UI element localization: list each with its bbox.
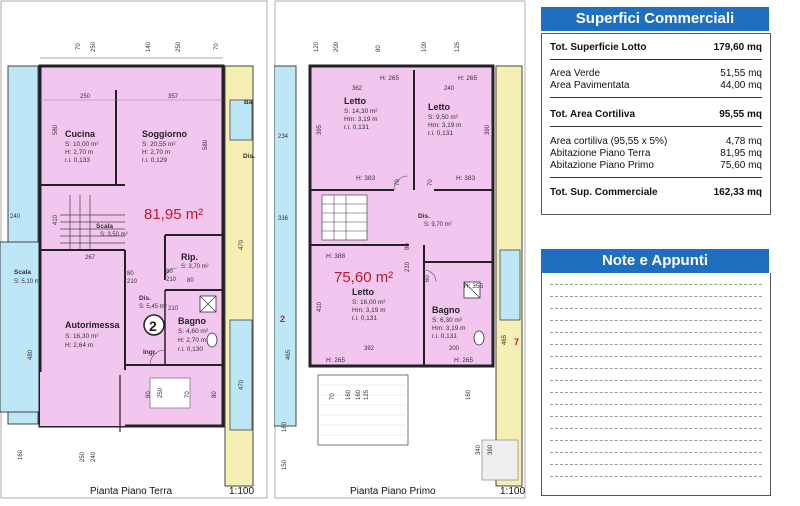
- first-h265-a: H: 265: [380, 75, 400, 82]
- row-value: 179,60 mq: [713, 42, 762, 53]
- first-letto1-hm: Hm: 3,19 m: [344, 116, 378, 123]
- first-h388: H: 388: [326, 253, 346, 260]
- row-label: Area Pavimentata: [550, 80, 630, 91]
- note-line: [550, 404, 762, 405]
- first-dim-395: 395: [317, 124, 323, 135]
- dim-267: 267: [85, 255, 96, 261]
- first-dim-240: 240: [444, 86, 455, 92]
- first-dim-340: 340: [476, 444, 482, 455]
- note-line: [550, 428, 762, 429]
- room-soggiorno-name: Soggiorno: [142, 129, 187, 139]
- first-dim-150: 150: [282, 459, 288, 470]
- dim-240b: 240: [91, 451, 97, 462]
- room-soggiorno-height: H: 2,70 m: [142, 149, 171, 156]
- first-dim-60: 60: [425, 275, 431, 282]
- first-letto1-name: Letto: [344, 96, 366, 106]
- first-dim-390: 390: [485, 124, 491, 135]
- row-value: 4,78 mq: [725, 136, 762, 147]
- room-scala-name: Scala: [96, 223, 113, 230]
- first-letto2-area: S: 9,50 m²: [428, 114, 458, 121]
- room-cucina-name: Cucina: [65, 129, 96, 139]
- row-label: Tot. Superficie Lotto: [550, 42, 647, 53]
- dim-470: 470: [239, 239, 245, 250]
- dim-160: 160: [18, 449, 24, 460]
- dim-240: 240: [10, 214, 21, 220]
- dim-80b: 80: [166, 269, 173, 275]
- first-dim-125: 125: [364, 389, 370, 400]
- room-cucina-area: S: 10,00 m²: [65, 141, 99, 148]
- note-line: [550, 416, 762, 417]
- row-label: Area Verde: [550, 68, 601, 79]
- dim-80: 80: [212, 391, 218, 398]
- room-autorimessa-height: H: 2,64 m: [65, 342, 94, 349]
- room-soggiorno-area: S: 20,55 m²: [142, 141, 176, 148]
- note-line: [550, 368, 762, 369]
- first-h265-d: H: 265: [454, 357, 474, 364]
- dim-90: 90: [146, 391, 152, 398]
- dim-250: 250: [158, 387, 164, 398]
- first-dim-70a: 70: [395, 179, 401, 186]
- first-dim-210: 210: [405, 261, 411, 272]
- note-line: [550, 332, 762, 333]
- first-h355: H: 355: [464, 283, 484, 290]
- row-value: 44,00 mq: [720, 80, 762, 91]
- unit-marker: 2: [149, 318, 157, 334]
- row-label: Area cortiliva (95,55 x 5%): [550, 136, 668, 147]
- room-ingr-name: Ingr.: [143, 349, 157, 356]
- commercial-table: [541, 33, 771, 215]
- first-dim-160d: 160: [466, 389, 472, 400]
- dim-70: 70: [185, 391, 191, 398]
- first-floor-plan: [274, 0, 526, 500]
- room-bagno-ri: r.i. 0,130: [178, 346, 203, 353]
- dim-480: 480: [28, 349, 34, 360]
- first-dim-410: 410: [317, 301, 323, 312]
- ground-inner-dim-1: 250: [80, 94, 91, 100]
- side-dis-name: Dis.: [243, 153, 255, 160]
- dim-210b: 210: [166, 277, 177, 283]
- first-dis-name: Dis.: [418, 213, 430, 220]
- first-side-2: 2: [280, 314, 286, 324]
- first-floor-caption: Pianta Piano Primo: [350, 486, 436, 497]
- first-dim-465: 465: [286, 349, 292, 360]
- dim-80c: 80: [187, 278, 194, 284]
- first-top-dim-5: 125: [455, 41, 461, 52]
- first-side-7: 7: [514, 337, 520, 347]
- room-scala-area: S: 3,50 m²: [100, 232, 128, 238]
- first-top-dim-4: 100: [422, 41, 428, 52]
- first-dim-465b: 465: [502, 334, 508, 345]
- first-dim-390b: 390: [488, 444, 494, 455]
- first-dim-392: 392: [364, 346, 375, 352]
- first-dim-160b: 160: [346, 389, 352, 400]
- note-line: [550, 284, 762, 285]
- side-scala-area: S: 5,10 m²: [14, 279, 42, 285]
- dim-410: 410: [53, 214, 59, 225]
- commercial-title: Superfici Commerciali: [541, 7, 769, 31]
- row-area-cortiliva-pct: [550, 136, 762, 148]
- row-value: 81,95 mq: [720, 148, 762, 159]
- ground-top-dim-5: 70: [214, 43, 220, 50]
- first-bagno-ri: r.i. 0,131: [432, 333, 457, 340]
- first-letto3-hm: Hm: 3,19 m: [352, 307, 386, 314]
- row-tot-area-cortiliva: [550, 109, 762, 121]
- ground-total-area: 81,95 m²: [144, 206, 204, 223]
- separator: [550, 177, 762, 178]
- notes-area[interactable]: [541, 273, 771, 496]
- dim-210c: 210: [168, 306, 179, 312]
- room-rip-name: Rip.: [181, 252, 198, 262]
- first-letto2-hm: Hm: 3,19 m: [428, 122, 462, 129]
- first-letto1-ri: r.i. 0,131: [344, 124, 369, 131]
- note-line: [550, 440, 762, 441]
- first-letto3-name: Letto: [352, 287, 374, 297]
- room-dis-name: Dis.: [139, 295, 151, 302]
- ground-top-dim-2: 250: [91, 41, 97, 52]
- dim-210a: 210: [127, 279, 138, 285]
- note-line: [550, 476, 762, 477]
- room-bagno-area: S: 4,60 m²: [178, 328, 208, 335]
- side-ba-name: Ba: [244, 99, 253, 106]
- first-dim-70b: 70: [428, 179, 434, 186]
- row-label: Tot. Sup. Commerciale: [550, 187, 658, 198]
- note-line: [550, 320, 762, 321]
- separator: [550, 126, 762, 127]
- first-dim-336: 336: [278, 216, 289, 222]
- first-top-dim-1: 120: [314, 41, 320, 52]
- first-h265-c: H: 265: [326, 357, 346, 364]
- first-letto3-area: S: 16,00 m²: [352, 299, 386, 306]
- first-h383-a: H: 383: [356, 175, 376, 182]
- room-autorimessa-area: S: 16,30 m²: [65, 333, 99, 340]
- first-letto1-area: S: 14,30 m²: [344, 108, 378, 115]
- first-h265-b: H: 265: [458, 75, 478, 82]
- row-value: 75,60 mq: [720, 160, 762, 171]
- dim-580b: 580: [53, 124, 59, 135]
- ground-top-dim-4: 250: [176, 41, 182, 52]
- row-area-verde: [550, 68, 762, 80]
- row-tot-superficie-lotto: [550, 42, 762, 54]
- first-dim-362: 362: [352, 86, 363, 92]
- separator: [550, 59, 762, 60]
- dim-80a: 80: [127, 271, 134, 277]
- first-dis-area: S: 9,70 m²: [424, 222, 452, 228]
- first-dim-160: 160: [282, 421, 288, 432]
- ground-floor-drawing: [0, 0, 268, 500]
- first-dim-80: 80: [405, 243, 411, 250]
- first-floor-drawing: [274, 0, 526, 500]
- first-dim-70c: 70: [330, 393, 336, 400]
- row-abitazione-piano-terra: [550, 148, 762, 160]
- room-bagno-name: Bagno: [178, 316, 206, 326]
- note-line: [550, 464, 762, 465]
- ground-floor-scale: 1:100: [229, 486, 255, 497]
- first-bagno-hm: Hm: 3,19 m: [432, 325, 466, 332]
- dim-580: 580: [203, 139, 209, 150]
- first-h383-b: H: 383: [456, 175, 476, 182]
- first-dim-234: 234: [278, 134, 289, 140]
- row-label: Abitazione Piano Terra: [550, 148, 651, 159]
- first-dim-160c: 160: [356, 389, 362, 400]
- room-cucina-ri: r.i. 0,133: [65, 157, 90, 164]
- room-autorimessa-name: Autorimessa: [65, 320, 120, 330]
- ground-floor-caption: Pianta Piano Terra: [90, 486, 173, 497]
- ground-top-dim-3: 140: [146, 41, 152, 52]
- note-line: [550, 344, 762, 345]
- first-floor-scale: 1:100: [500, 486, 526, 497]
- dim-470b: 470: [239, 379, 245, 390]
- row-area-pavimentata: [550, 80, 762, 92]
- ground-inner-dim-2: 357: [168, 94, 179, 100]
- first-letto2-name: Letto: [428, 102, 450, 112]
- note-line: [550, 380, 762, 381]
- note-line: [550, 452, 762, 453]
- row-value: 162,33 mq: [713, 187, 762, 198]
- side-scala-name: Scala: [14, 269, 31, 276]
- first-bagno-name: Bagno: [432, 305, 460, 315]
- room-soggiorno-ri: r.i. 0,129: [142, 157, 167, 164]
- dim-250b: 250: [80, 451, 86, 462]
- note-line: [550, 356, 762, 357]
- row-tot-sup-commerciale: [550, 187, 762, 199]
- separator: [550, 97, 762, 98]
- notes-title: Note e Appunti: [541, 249, 769, 273]
- note-line: [550, 296, 762, 297]
- ground-floor-plan: [0, 0, 268, 500]
- first-letto2-ri: r.i. 0,131: [428, 130, 453, 137]
- room-dis-area: S: 5,45 m²: [139, 304, 167, 310]
- room-cucina-height: H: 2,70 m: [65, 149, 94, 156]
- room-bagno-height: H: 2,70 m: [178, 337, 207, 344]
- row-abitazione-piano-primo: [550, 160, 762, 172]
- row-label: Tot. Area Cortiliva: [550, 109, 636, 120]
- first-letto3-ri: r.i. 0,131: [352, 315, 377, 322]
- note-line: [550, 308, 762, 309]
- first-bagno-area: S: 6,30 m²: [432, 317, 462, 324]
- ground-top-dim-1: 70: [76, 43, 82, 50]
- first-top-dim-3: 80: [376, 45, 382, 52]
- room-rip-area: S: 3,70 m²: [181, 264, 209, 270]
- first-dim-200: 200: [449, 346, 460, 352]
- first-total-area: 75,60 m²: [334, 269, 394, 286]
- note-line: [550, 392, 762, 393]
- first-top-dim-2: 200: [334, 41, 340, 52]
- row-value: 51,55 mq: [720, 68, 762, 79]
- row-label: Abitazione Piano Primo: [550, 160, 654, 171]
- row-value: 95,55 mq: [719, 109, 762, 120]
